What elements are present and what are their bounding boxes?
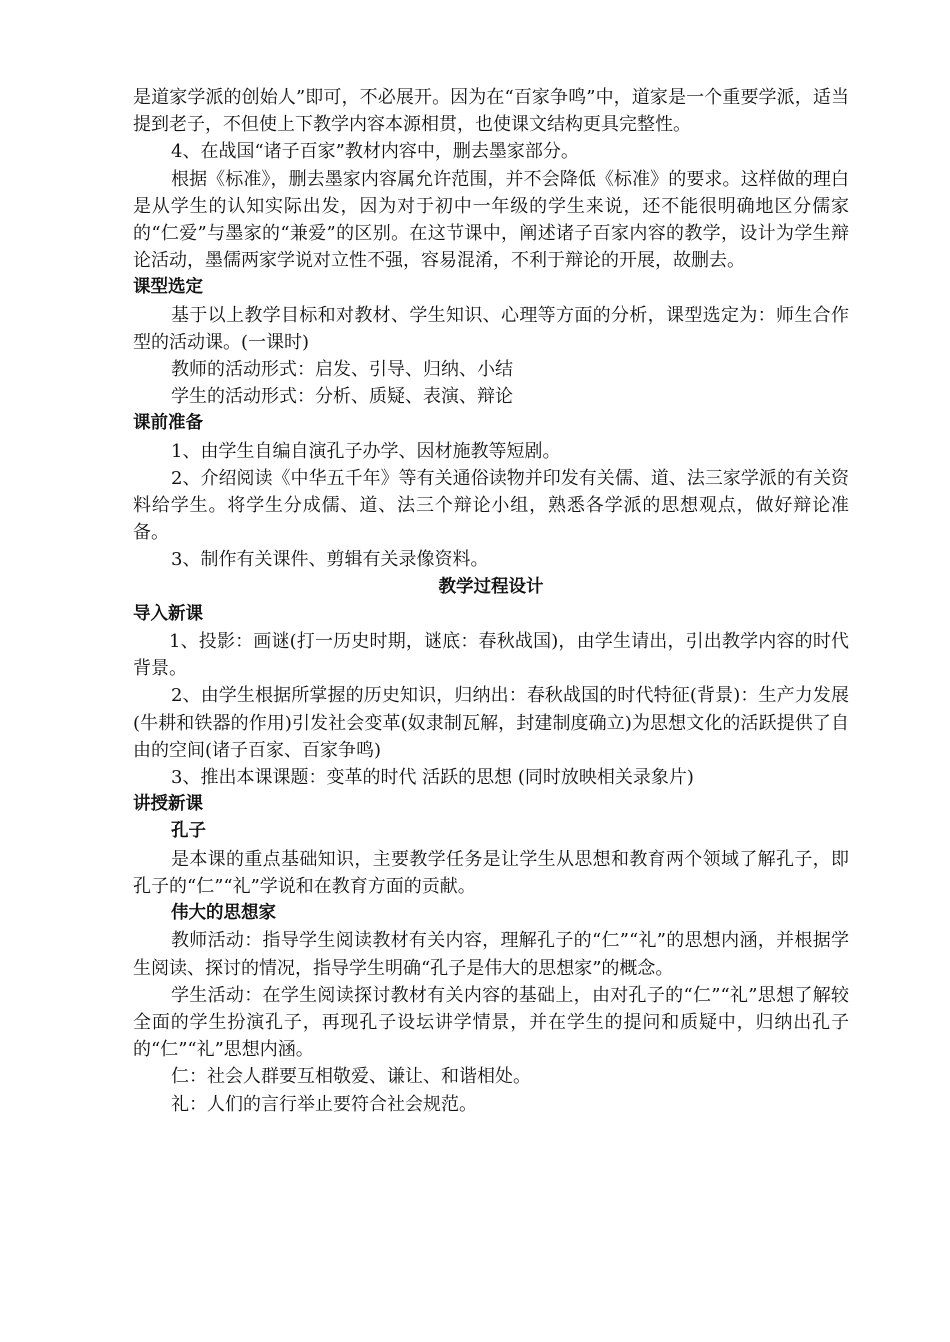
heading-lesson-type: 课型选定 [133,277,203,298]
paragraph-mohism-reason: 根据《标准》，删去墨家内容属允许范围，并不会降低《标准》的要求。这样做的理白是从学生的认知实际出发，因为对于初中一年级的学生来说，还不能很明确地区分儒家的“仁爱”与墨家的“兼爱”的区别。在这节课中，阐述诸子百家内容的教学，设计为学生辩论活动，墨儒两家学说对立性不强，容易混淆，不利于辩论的开展，故删去。 [133,168,849,272]
paragraph-confucius: 是本课的重点基础知识，主要教学任务是让学生从思想和教育两个领域了解孔子，即孔子的“仁”“礼”学说和在教育方面的贡献。 [133,848,849,897]
paragraph-ren: 仁：社会人群要互相敬爱、谦让、和谐相处。 [171,1066,531,1088]
paragraph-intro-2: 2、由学生根据所掌握的历史知识，归纳出：春秋战国的时代特征(背景)：生产力发展(牛耕和铁器的作用)引发社会变革(奴隶制瓦解，封建制度确立)为思想文化的活跃提供了自由的空间(诸子百家、百家争鸣) [133,685,849,761]
paragraph-prep-3: 3、制作有关课件、剪辑有关录像资料。 [171,549,489,571]
paragraph-prep-1: 1、由学生自编自演孔子办学、因材施教等短剧。 [171,440,561,462]
paragraph-student-activity-form: 学生的活动形式：分析、质疑、表演、辩论 [171,386,513,408]
paragraph-li: 礼：人们的言行举止要符合社会规范。 [171,1093,477,1115]
paragraph-prep-2: 2、介绍阅读《中华五千年》等有关通俗读物并印发有关儒、道、法三家学派的有关资料给学生。将学生分成儒、道、法三个辩论小组，熟悉各学派的思想观点，做好辩论准备。 [133,467,849,544]
paragraph-teacher-activity: 教师活动：指导学生阅读教材有关内容，理解孔子的“仁”“礼”的思想内涵，并根据学生阅读、探讨的情况，指导学生明确“孔子是伟大的思想家”的概念。 [133,930,849,979]
heading-introduction: 导入新课 [133,603,203,624]
paragraph-daoist-intro: 是道家学派的创始人”即可，不必展开。因为在“百家争鸣”中，道家是一个重要学派，适当提到老子，不但使上下教学内容本源相贯，也使课文结构更具完整性。 [133,87,849,136]
heading-preparation: 课前准备 [133,413,203,434]
heading-new-lesson: 讲授新课 [133,794,203,815]
paragraph-teacher-activity-form: 教师的活动形式：启发、引导、归纳、小结 [171,359,513,381]
heading-process-design: 教学过程设计 [438,576,544,597]
heading-confucius: 孔子 [171,821,206,842]
paragraph-item-4: 4、在战国“诸子百家”教材内容中，删去墨家部分。 [171,141,579,163]
paragraph-intro-3: 3、推出本课课题：变革的时代 活跃的思想 (同时放映相关录象片) [171,767,694,789]
paragraph-lesson-type: 基于以上教学目标和对教材、学生知识、心理等方面的分析，课型选定为：师生合作型的活动课。(一课时) [133,304,849,353]
paragraph-student-activity: 学生活动：在学生阅读探讨教材有关内容的基础上，由对孔子的“仁”“礼”思想了解较全面的学生扮演孔子，再现孔子设坛讲学情景，并在学生的提问和质疑中，归纳出孔子的“仁”“礼”思想内涵。 [133,984,849,1061]
paragraph-intro-1: 1、投影：画谜(打一历史时期，谜底：春秋战国)，由学生请出，引出教学内容的时代背景。 [133,631,849,680]
heading-great-thinker: 伟大的思想家 [171,903,276,924]
document-page [133,84,849,1118]
